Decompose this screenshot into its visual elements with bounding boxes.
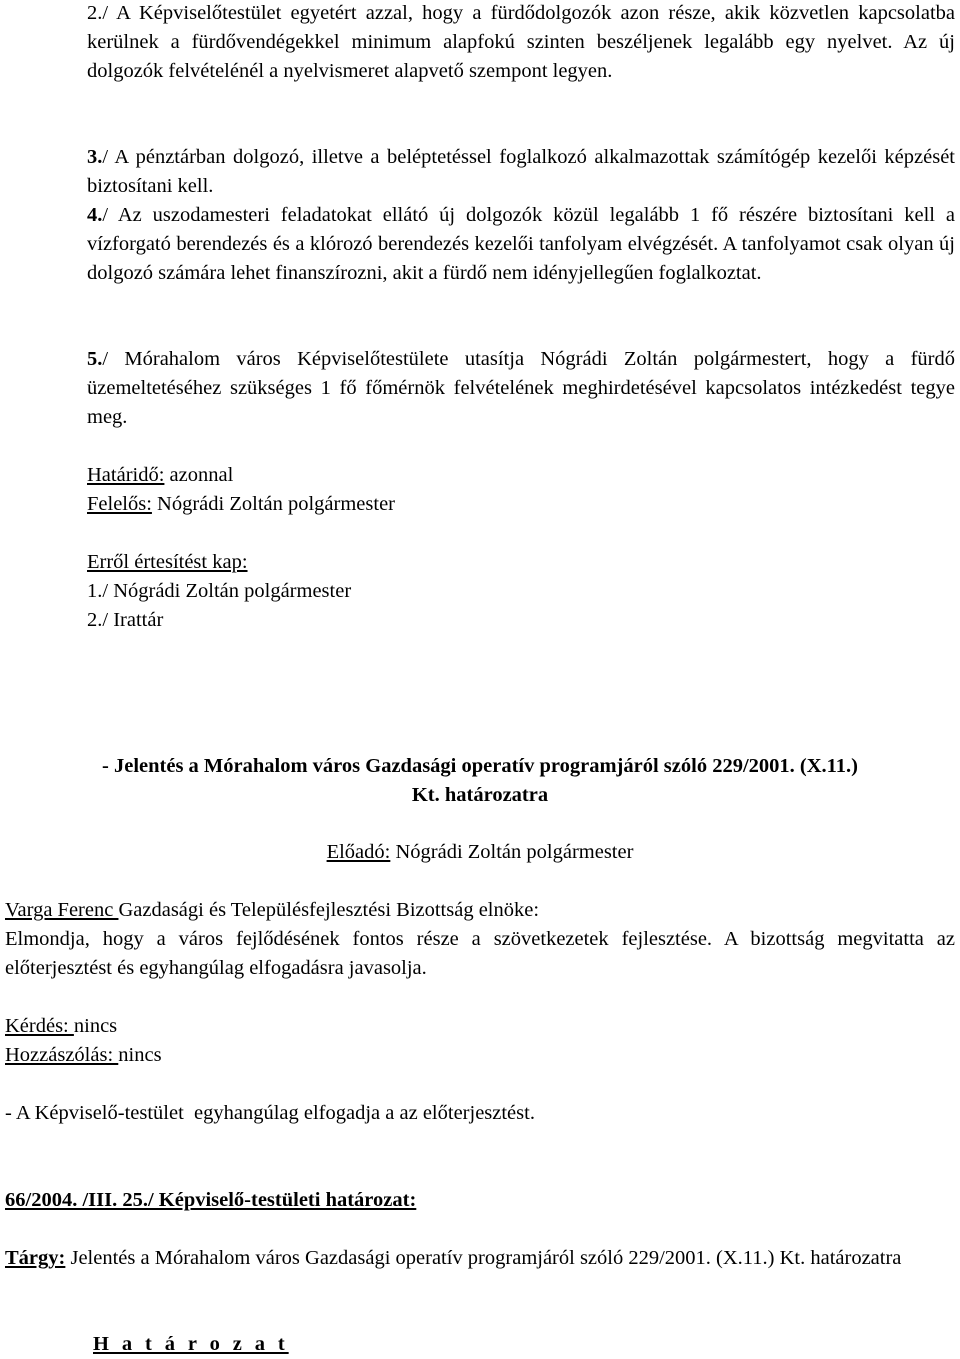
question-line xyxy=(5,1012,117,1041)
paragraph-3-number: 3. xyxy=(87,146,103,168)
paragraph-4-number: 4. xyxy=(87,204,103,226)
question-value: nincs xyxy=(73,1015,118,1037)
paragraph-3-text: / A pénztárban dolgozó, illetve a beléptetéssel foglalkozó alkalmazottak számítógép kezelői képzését biztosítani kell. xyxy=(87,146,955,197)
report-title-line-1: - Jelentés a Mórahalom város Gazdasági operatív programjáról szóló 229/2001. (X.11.) xyxy=(102,755,858,777)
deadline-line xyxy=(87,461,233,490)
paragraph-5 xyxy=(87,345,955,432)
speaker-text: Elmondja, hogy a város fejlődésének fontos része a szövetkezetek fejlesztése. A bizottság megvitatta az előterjesztést és egyhangúlag elfogadásra javasolja. xyxy=(5,928,955,979)
resolution-number: 66/2004. /III. 25./ Képviselő-testületi határozat: xyxy=(5,1189,417,1211)
paragraph-3 xyxy=(87,143,955,201)
responsible-label: Felelős: xyxy=(87,493,152,515)
speaker-name: Varga Ferenc xyxy=(5,899,119,921)
responsible-line xyxy=(87,490,395,519)
presenter-line xyxy=(0,838,960,867)
notify-item-1: 1./ Nógrádi Zoltán polgármester xyxy=(87,580,352,602)
subject-label: Tárgy: xyxy=(5,1247,66,1269)
paragraph-2 xyxy=(87,0,955,86)
speaker-role: Gazdasági és Településfejlesztési Bizottság elnöke: xyxy=(118,899,540,921)
deadline-value: azonnal xyxy=(164,464,234,486)
paragraph-5-text: / Mórahalom város Képviselőtestülete utasítja Nógrádi Zoltán polgármestert, hogy a fürdő üzemeltetéséhez szükséges 1 fő főmérnök felvételének meghirdetésével kapcsolatos intézkedést tegye meg. xyxy=(87,348,955,428)
decision-heading: H a t á r o z a t xyxy=(93,1333,289,1355)
paragraph-2-text: / A Képviselőtestület egyetért azzal, hogy a fürdődolgozók azon része, akik közvetlen kapcsolatba kerülnek a fürdővendégekkel minimum alapfokú szinten beszéljenek legalább egy nyelvet. Az új dolgozók felvételénél a nyelvismeret alapvető szempont legyen. xyxy=(87,2,955,82)
paragraph-4-text: / Az uszodamesteri feladatokat ellátó új dolgozók közül legalább 1 fő részére biztosítani kell a vízforgató berendezés és a klórozó berendezés kezelői tanfolyam elvégzését. A tanfolyamot csak olyan új dolgozó számára lehet finanszírozni, akit a fürdő nem idényjellegűen foglalkoztat. xyxy=(87,204,955,284)
speaker-line xyxy=(5,896,539,925)
vote-text: - A Képviselő-testület egyhangúlag elfogadja a az előterjesztést. xyxy=(5,1102,535,1124)
paragraph-2-number: 2. xyxy=(87,2,103,24)
comment-line xyxy=(5,1041,162,1070)
presenter-value: Nógrádi Zoltán polgármester xyxy=(390,841,634,863)
notify-item-2: 2./ Irattár xyxy=(87,609,164,631)
paragraph-4 xyxy=(87,201,955,288)
comment-label: Hozzászólás: xyxy=(5,1044,119,1066)
report-title-line-2: Kt. határozatra xyxy=(411,784,549,806)
question-label: Kérdés: xyxy=(5,1015,74,1037)
responsible-value: Nógrádi Zoltán polgármester xyxy=(151,493,395,515)
presenter-label: Előadó: xyxy=(326,841,391,863)
paragraph-5-number: 5. xyxy=(87,348,103,370)
comment-value: nincs xyxy=(118,1044,162,1066)
notify-label: Erről értesítést kap: xyxy=(87,551,248,573)
deadline-label: Határidő: xyxy=(87,464,165,486)
resolution-subject xyxy=(5,1244,960,1273)
subject-value: Jelentés a Mórahalom város Gazdasági operatív programjáról szóló 229/2001. (X.11.) Kt. határozatra xyxy=(65,1247,902,1269)
